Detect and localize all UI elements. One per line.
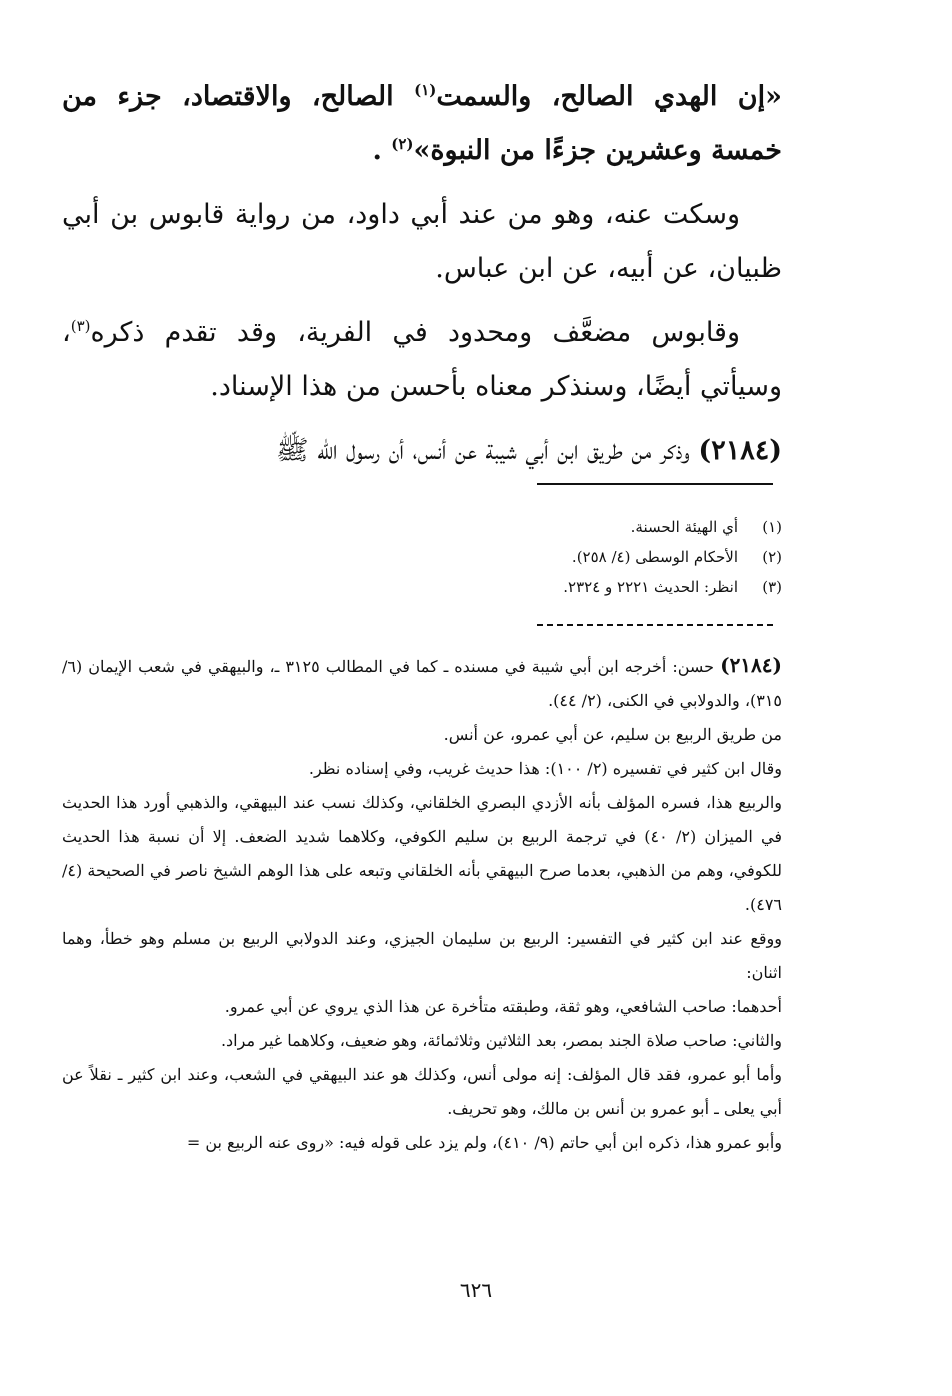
takhrij-text: أحدهما: صاحب الشافعي، وهو ثقة، وطبقته متأخرة عن هذا الذي يروي عن أبي عمرو. xyxy=(224,997,782,1016)
takhrij-line xyxy=(62,786,782,922)
footnote-text: انظر: الحديث ٢٢٢١ و ٢٣٢٤. xyxy=(563,578,738,596)
footnote-number: (١) xyxy=(762,518,782,536)
takhrij-line xyxy=(62,1024,782,1058)
takhrij-line xyxy=(62,752,782,786)
quote-end: . xyxy=(372,135,382,166)
footnotes xyxy=(62,512,782,602)
takhrij-text: وقال ابن كثير في تفسيره (٢/ ١٠٠): هذا حديث غريب، وفي إسناده نظر. xyxy=(308,759,782,778)
paragraph-2-text: وسكت عنه، وهو من عند أبي داود، من رواية قابوس بن أبي ظبيان، عن أبيه، عن ابن عباس. xyxy=(62,199,782,284)
footnote-number: (٣) xyxy=(762,578,782,596)
takhrij-text: ووقع عند ابن كثير في التفسير: الربيع بن سليمان الجيزي، وعند الدولابي الربيع بن مسلم وهو خطأ، وهما اثنان: xyxy=(62,929,782,982)
quote-text-a: «إن الهدي الصالح، والسمت xyxy=(436,81,782,112)
footnote-separator xyxy=(537,483,773,485)
footnote-item xyxy=(62,512,782,542)
takhrij-text: من طريق الربيع بن سليم، عن أبي عمرو، عن أنس. xyxy=(443,725,782,744)
takhrij-section xyxy=(62,648,782,1160)
footnote-marker[interactable]: (٢) xyxy=(391,135,414,153)
quote-text-b: الصالح، والاقتصاد، جزء من خمسة وعشرين جزءًا من النبوة» xyxy=(62,81,782,166)
takhrij-line xyxy=(62,922,782,990)
paragraph-3-text-b: ، وسيأتي أيضًا، وسنذكر معناه بأحسن من هذا الإسناد. xyxy=(62,317,782,402)
footnote-item xyxy=(62,572,782,602)
footnote-text: أي الهيئة الحسنة. xyxy=(630,518,738,536)
takhrij-text: والثاني: صاحب صلاة الجند بمصر، بعد الثلاثين وثلاثمائة، وهو ضعيف، وكلاهما غير مراد. xyxy=(220,1031,782,1050)
main-text xyxy=(62,70,782,478)
takhrij-text: وأما أبو عمرو، فقد قال المؤلف: إنه مولى أنس، وكذلك هو عند البيهقي في الشعب، وعند ابن كثير ـ نقلاً عن أبي يعلى ـ أبو عمرو بن أنس بن مالك، وهو تحريف. xyxy=(62,1065,782,1118)
page-number: ٦٢٦ xyxy=(459,1278,493,1302)
hadith-paragraph xyxy=(62,424,782,478)
takhrij-number: (٢١٨٤) xyxy=(720,653,782,677)
quote-paragraph xyxy=(62,70,782,178)
takhrij-line xyxy=(62,648,782,718)
takhrij-line xyxy=(62,1126,782,1160)
hadith-text: وذكر من طريق ابن أبي شيبة عن أنس، أن رسول الله ﷺ xyxy=(276,435,690,466)
takhrij-line xyxy=(62,1058,782,1126)
footnote-marker[interactable]: (١) xyxy=(414,81,437,99)
takhrij-separator xyxy=(537,624,773,626)
takhrij-text: والربيع هذا، فسره المؤلف بأنه الأزدي البصري الخلقاني، وكذلك نسب عند البيهقي، والذهبي أورد هذا الحديث في الميزان (٢/ ٤٠) في ترجمة الربيع بن سليم الكوفي، وكلاهما شديد الضعف. إلا أن نسبة هذا الحديث للكوفي، وهم من الذهبي، بعدما صرح البيهقي بأنه الخلقاني وتبعه على هذا الوهم الشيخ ناصر في الصحيحة (٤/ ٤٧٦). xyxy=(62,793,783,914)
footnote-text: الأحكام الوسطى (٤/ ٢٥٨). xyxy=(571,548,738,566)
paragraph-3-text-a: وقابوس مضعَّف ومحدود في الفرية، وقد تقدم ذكره xyxy=(90,317,740,348)
takhrij-line xyxy=(62,718,782,752)
takhrij-line xyxy=(62,990,782,1024)
footnote-number: (٢) xyxy=(762,548,782,566)
takhrij-text: حسن: أخرجه ابن أبي شيبة في مسنده ـ كما في المطالب ٣١٢٥ ـ، والبيهقي في شعب الإيمان (٦/ ٣١٥)، والدولابي في الكنى، (٢/ ٤٤). xyxy=(62,657,782,710)
footnote-item xyxy=(62,542,782,572)
hadith-number: (٢١٨٤) xyxy=(698,435,782,466)
paragraph-2 xyxy=(62,188,782,296)
footnote-marker[interactable]: (٣) xyxy=(70,317,91,335)
takhrij-text: وأبو عمرو هذا، ذكره ابن أبي حاتم (٩/ ٤١٠)، ولم يزد على قوله فيه: «روى عنه الربيع بن = xyxy=(186,1133,782,1152)
paragraph-3 xyxy=(62,306,782,414)
